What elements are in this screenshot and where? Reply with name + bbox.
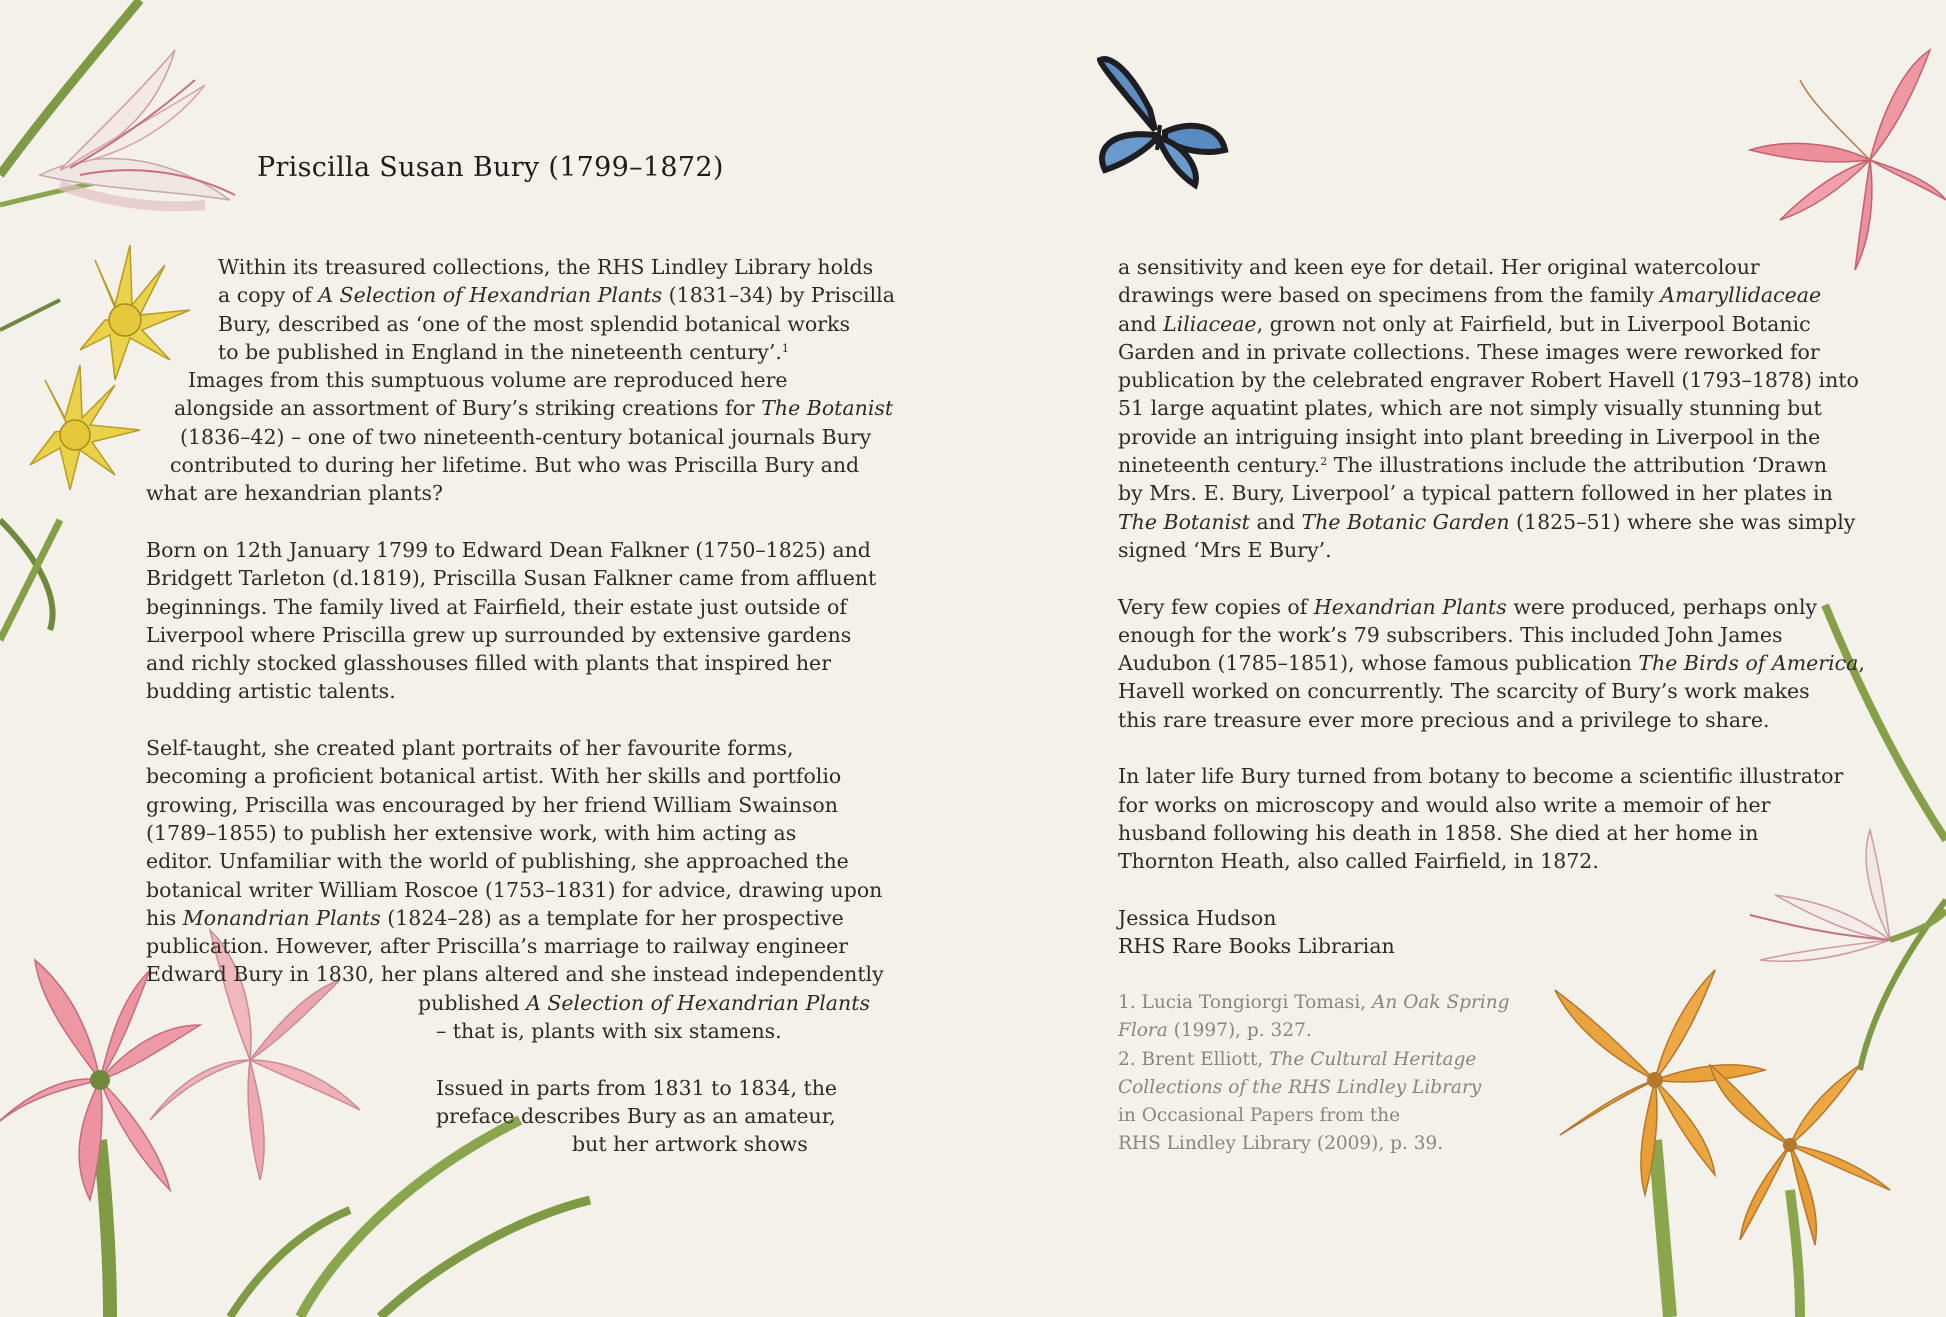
text-run: contributed to during her lifetime. But who was Priscilla Bury and: [170, 453, 860, 478]
text-line: [0, 876, 883, 904]
text-line: [1118, 281, 1898, 309]
text-line: [0, 338, 880, 366]
text-run: for works on microscopy and would also write a memoir of her: [1118, 792, 1771, 817]
text-run: were produced, perhaps only: [1506, 594, 1818, 619]
text-line: [1118, 932, 1898, 960]
text-run: provide an intriguing insight into plant breeding in Liverpool in the: [1118, 424, 1821, 449]
italic-title: The Botanist: [761, 396, 894, 421]
text-line: [1118, 1017, 1678, 1045]
text-line: [0, 1074, 880, 1102]
text-run: to be published in England in the nineteenth century’.: [218, 339, 782, 364]
text-run: alongside an assortment of Bury’s striking creations for: [174, 396, 762, 421]
text-run: published: [418, 990, 527, 1015]
text-run: Bury, described as ‘one of the most splendid botanical works: [218, 311, 850, 336]
paragraph-gap: [0, 1045, 880, 1073]
text-line: [0, 649, 880, 677]
text-run: Liverpool where Priscilla grew up surrounded by extensive gardens: [146, 622, 852, 647]
text-line: [1118, 621, 1898, 649]
text-run: (1836–42) – one of two nineteenth-century botanical journals Bury: [180, 424, 872, 449]
text-run: but her artwork shows: [572, 1132, 808, 1157]
text-run: (1997), p. 327.: [1167, 1020, 1312, 1042]
text-line: [0, 989, 880, 1017]
text-run: (1825–51) where she was simply: [1509, 509, 1856, 534]
text-line: [1118, 791, 1898, 819]
text-run: publication. However, after Priscilla’s marriage to railway engineer: [146, 934, 849, 959]
text-run: In later life Bury turned from botany to become a scientific illustrator: [1118, 764, 1844, 789]
italic-title: Liliaceae: [1163, 311, 1257, 336]
text-run: Havell worked on concurrently. The scarcity of Bury’s work makes: [1118, 679, 1810, 704]
text-line: [0, 310, 880, 338]
text-line: [0, 366, 880, 394]
text-run: Jessica Hudson: [1118, 905, 1277, 930]
text-run: Self-taught, she created plant portraits of her favourite forms,: [146, 736, 794, 761]
text-line: [0, 960, 884, 988]
text-line: [1118, 423, 1898, 451]
text-line: [0, 677, 880, 705]
footnote-marker: 1: [781, 341, 789, 355]
text-line: [0, 423, 880, 451]
text-run: becoming a proficient botanical artist. With her skills and portfolio: [146, 764, 842, 789]
text-line: [1118, 649, 1898, 677]
text-line: [1118, 479, 1898, 507]
italic-title: Hexandrian Plants: [1313, 594, 1507, 619]
italic-title: A Selection of Hexandrian Plants: [526, 990, 870, 1015]
text-run: Edward Bury in 1830, her plans altered and she instead independently: [146, 962, 884, 987]
italic-title: Amaryllidaceae: [1660, 283, 1822, 308]
text-line: [1118, 989, 1678, 1017]
text-run: a copy of: [218, 283, 319, 308]
text-line: [1118, 593, 1898, 621]
text-run: RHS Lindley Library (2009), p. 39.: [1118, 1133, 1444, 1155]
text-line: [1118, 508, 1898, 536]
text-run: (1789–1855) to publish her extensive work, with him acting as: [146, 820, 797, 845]
text-run: signed ‘Mrs E Bury’.: [1118, 537, 1332, 562]
italic-title: Flora: [1118, 1020, 1168, 1042]
text-run: ,: [1858, 651, 1865, 676]
text-run: – that is, plants with six stamens.: [436, 1019, 782, 1044]
italic-title: The Botanist: [1118, 509, 1250, 534]
text-run: enough for the work’s 79 subscribers. This included John James: [1118, 622, 1783, 647]
italic-title: Collections of the RHS Lindley Library: [1118, 1076, 1482, 1098]
text-run: publication by the celebrated engraver Robert Havell (1793–1878) into: [1118, 368, 1859, 393]
text-line: [1118, 1074, 1678, 1102]
text-line: [0, 762, 880, 790]
text-run: and: [1118, 311, 1164, 336]
text-line: [1118, 451, 1898, 479]
text-line: [1118, 677, 1898, 705]
text-run: Thornton Heath, also called Fairfield, in 1872.: [1118, 849, 1599, 874]
text-run: this rare treasure ever more precious and a privilege to share.: [1118, 707, 1770, 732]
text-run: Issued in parts from 1831 to 1834, the: [436, 1075, 838, 1100]
text-line: [0, 1102, 880, 1130]
text-line: [0, 479, 880, 507]
footnotes: [1118, 989, 1678, 1159]
paragraph-gap: [0, 706, 880, 734]
text-run: The illustrations include the attribution ‘Drawn: [1327, 453, 1828, 478]
text-run: Bridgett Tarleton (d.1819), Priscilla Susan Falkner came from affluent: [146, 566, 877, 591]
text-run: Very few copies of: [1118, 594, 1314, 619]
text-line: [1118, 1130, 1678, 1158]
text-line: [1118, 366, 1898, 394]
text-line: [1118, 904, 1898, 932]
butterfly-icon: [1100, 59, 1225, 185]
text-line: [1118, 762, 1898, 790]
text-line: [1118, 847, 1898, 875]
paragraph-gap: [1118, 734, 1898, 762]
text-line: [0, 281, 895, 309]
text-line: [1118, 1046, 1678, 1074]
text-line: [0, 536, 880, 564]
text-line: [1118, 338, 1898, 366]
text-line: [0, 564, 880, 592]
text-run: his: [146, 905, 183, 930]
white-lily-icon: [0, 0, 235, 206]
italic-title: The Birds of America: [1638, 651, 1859, 676]
text-run: nineteenth century.: [1118, 453, 1321, 478]
page-title: Priscilla Susan Bury (1799–1872): [257, 152, 724, 183]
text-run: Audubon (1785–1851), whose famous publication: [1118, 651, 1639, 676]
text-run: Garden and in private collections. These images were reworked for: [1118, 339, 1820, 364]
text-run: botanical writer William Roscoe (1753–1831) for advice, drawing upon: [146, 877, 883, 902]
text-line: [0, 932, 880, 960]
text-line: [1118, 394, 1898, 422]
text-line: [0, 593, 880, 621]
text-run: budding artistic talents.: [146, 679, 396, 704]
text-run: , grown not only at Fairfield, but in Liverpool Botanic: [1256, 311, 1811, 336]
italic-title: The Cultural Heritage: [1269, 1048, 1477, 1070]
italic-title: An Oak Spring: [1372, 992, 1510, 1013]
italic-title: The Botanic Garden: [1301, 509, 1510, 534]
text-run: Born on 12th January 1799 to Edward Dean Falkner (1750–1825) and: [146, 537, 871, 562]
text-line: [1118, 819, 1898, 847]
text-run: 2. Brent Elliott,: [1118, 1048, 1270, 1070]
text-run: by Mrs. E. Bury, Liverpool’ a typical pattern followed in her plates in: [1118, 481, 1833, 506]
text-run: 51 large aquatint plates, which are not simply visually stunning but: [1118, 396, 1822, 421]
text-line: [0, 734, 880, 762]
text-run: 1. Lucia Tongiorgi Tomasi,: [1118, 992, 1373, 1013]
text-run: drawings were based on specimens from the family: [1118, 283, 1661, 308]
text-run: in Occasional Papers from the: [1118, 1105, 1401, 1127]
text-run: (1831–34) by Priscilla: [662, 283, 895, 308]
text-run: and richly stocked glasshouses filled with plants that inspired her: [146, 651, 831, 676]
text-run: beginnings. The family lived at Fairfield, their estate just outside of: [146, 594, 847, 619]
pink-amaryllis-icon: [1750, 50, 1946, 270]
text-line: [0, 819, 880, 847]
text-line: [1118, 253, 1898, 281]
text-run: and: [1249, 509, 1302, 534]
text-run: a sensitivity and keen eye for detail. Her original watercolour: [1118, 255, 1760, 279]
italic-title: A Selection of Hexandrian Plants: [318, 283, 663, 308]
paragraph-gap: [1118, 876, 1898, 904]
text-line: [0, 847, 880, 875]
text-line: [0, 621, 880, 649]
text-line: [0, 904, 880, 932]
text-line: [1118, 706, 1898, 734]
text-line: [1118, 1102, 1678, 1130]
text-run: Images from this sumptuous volume are reproduced here: [188, 368, 788, 393]
paragraph-gap: [0, 508, 880, 536]
paragraph-gap: [1118, 564, 1898, 592]
text-run: preface describes Bury as an amateur,: [436, 1103, 836, 1128]
text-run: (1824–28) as a template for her prospective: [380, 905, 844, 930]
text-run: what are hexandrian plants?: [146, 481, 443, 506]
text-line: [0, 394, 894, 422]
text-run: Within its treasured collections, the RHS Lindley Library holds: [218, 255, 874, 279]
text-run: editor. Unfamiliar with the world of publishing, she approached the: [146, 849, 849, 874]
text-line: [1118, 536, 1898, 564]
italic-title: Monandrian Plants: [182, 905, 381, 930]
left-column-text: [0, 253, 895, 1159]
text-run: RHS Rare Books Librarian: [1118, 934, 1395, 959]
text-run: growing, Priscilla was encouraged by her friend William Swainson: [146, 792, 838, 817]
text-line: [0, 791, 880, 819]
text-line: [0, 1017, 880, 1045]
text-line: [1118, 310, 1898, 338]
text-run: husband following his death in 1858. She died at her home in: [1118, 820, 1759, 845]
text-line: [0, 1130, 880, 1158]
text-line: [0, 451, 880, 479]
right-column-text: [1118, 253, 1898, 960]
text-line: [0, 253, 880, 281]
footnote-marker: 2: [1320, 455, 1328, 469]
